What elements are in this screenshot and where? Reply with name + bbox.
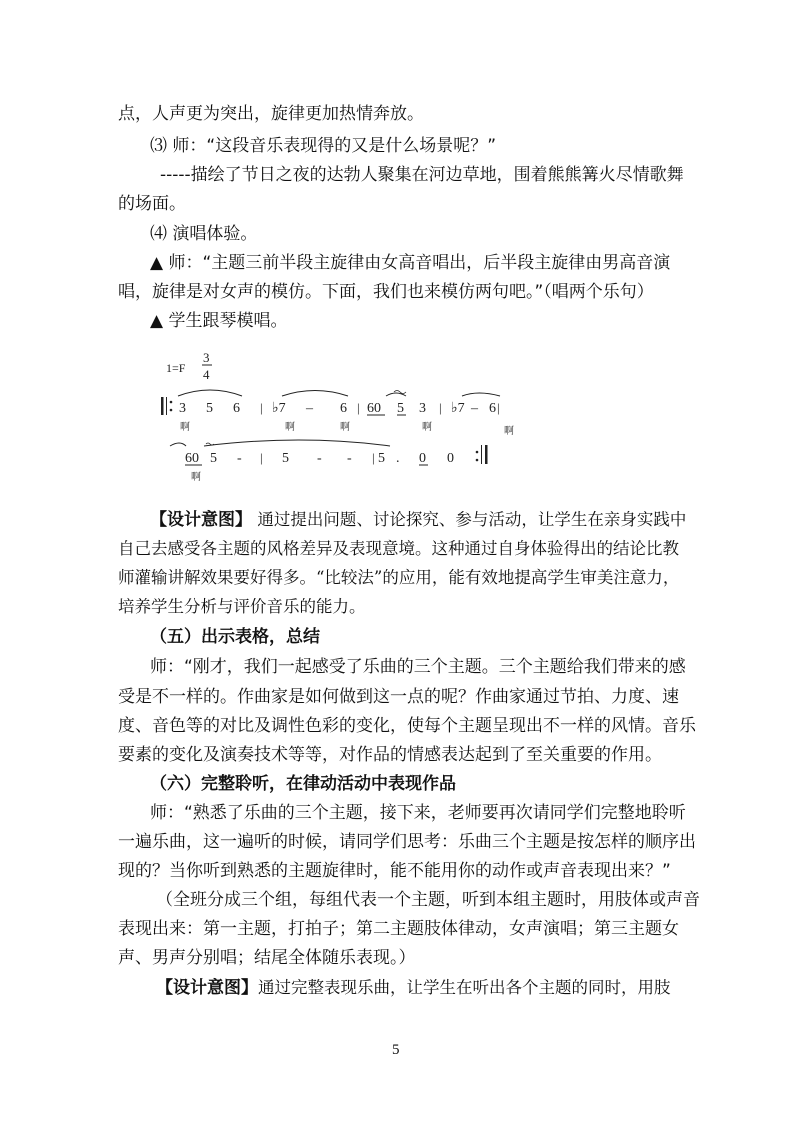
text-line: 表现出来：第一主题，打拍子；第二主题肢体律动，女声演唱；第三主题女	[118, 919, 679, 939]
text-line: ⑷ 演唱体验。	[150, 224, 258, 244]
score-note: 6	[489, 401, 496, 416]
text-line: 唱，旋律是对女声的模仿。下面，我们也来模仿两句吧。”（唱两个乐句）	[118, 282, 654, 302]
score-barline: |	[260, 450, 263, 465]
design-intent-label: 【设计意图】	[150, 510, 252, 530]
score-note: .	[396, 451, 400, 466]
score-note: 5	[282, 451, 289, 466]
score-note: 5	[206, 401, 213, 416]
section-heading-6: （六）完整聆听，在律动活动中表现作品	[150, 774, 456, 794]
score-note: -	[347, 451, 352, 466]
score-lyric: 啊	[191, 472, 201, 483]
score-lyric: 啊	[504, 426, 514, 437]
text-line: 受是不一样的。作曲家是如何做到这一点的呢？作曲家通过节拍、力度、速	[118, 687, 679, 707]
text-line: 点，人声更为突出，旋律更加热情奔放。	[118, 104, 424, 124]
text-line: -----描绘了节日之夜的达勃人聚集在河边草地，围着熊熊篝火尽情歌舞	[160, 165, 684, 185]
text-line: 度、音色等的对比及调性色彩的变化，使每个主题呈现出不一样的风情。音乐	[118, 716, 696, 736]
score-time-bottom: 4	[203, 367, 210, 382]
score-note: 5	[397, 401, 404, 416]
design-intent-text: 培养学生分析与评价音乐的能力。	[118, 597, 366, 616]
score-barline: |	[439, 400, 442, 415]
text-line: 一遍乐曲，这一遍听的时候，请同学们思考：乐曲三个主题是按怎样的顺序出	[118, 832, 696, 852]
score-note: -	[237, 451, 242, 466]
design-intent-text: 师灌输讲解效果要好得多。“比较法”的应用，能有效地提高学生审美注意力，	[118, 568, 680, 587]
score-barline: |	[260, 400, 263, 415]
score-note: -	[317, 451, 322, 466]
text-line: 师：“熟悉了乐曲的三个主题，接下来，老师要再次请同学们完整地聆听	[150, 803, 686, 823]
score-barline: |	[497, 400, 500, 415]
section-heading-5: （五）出示表格，总结	[150, 627, 320, 647]
score-note: 5	[378, 451, 385, 466]
page-number: 5	[392, 1042, 400, 1058]
score-row-2	[170, 440, 488, 483]
score-note: 3	[419, 401, 426, 416]
design-intent-label: 【设计意图】	[156, 978, 258, 998]
text-line: 声、男声分别唱；结尾全体随乐表现。）	[118, 948, 416, 968]
score-note: 60	[185, 451, 199, 466]
score-note: 0	[447, 451, 454, 466]
design-intent-2-line	[156, 978, 671, 998]
design-intent-text: 通过完整表现乐曲，让学生在听出各个主题的同时，用肢	[258, 978, 671, 997]
text-line: ⑶ 师：“这段音乐表现得的又是什么场景呢？”	[150, 136, 497, 156]
jianpu-score	[160, 350, 514, 492]
score-lyric: 啊	[285, 422, 295, 433]
design-intent-text: 通过提出问题、讨论探究、参与活动，让学生在亲身实践中	[257, 510, 687, 529]
score-note: 3	[179, 401, 186, 416]
score-lyric: 啊	[340, 422, 350, 433]
score-lyric: 啊	[422, 422, 432, 433]
score-lyric: 啊	[180, 422, 190, 433]
text-line: 师：“刚才，我们一起感受了乐曲的三个主题。三个主题给我们带来的感	[150, 657, 686, 677]
text-line: ▲ 师：“主题三前半段主旋律由女高音唱出，后半段主旋律由男高音演	[150, 253, 671, 273]
score-note: 5	[210, 451, 217, 466]
text-line: 要素的变化及演奏技术等等，对作品的情感表达起到了至关重要的作用。	[118, 745, 662, 765]
score-note: –	[471, 401, 478, 416]
score-note: 60	[367, 401, 381, 416]
score-note: 0	[419, 451, 426, 466]
score-note: 6	[340, 401, 347, 416]
score-note: ♭7	[272, 401, 286, 416]
score-note: 6	[233, 401, 240, 416]
text-line: 的场面。	[118, 194, 186, 214]
text-line: （全班分成三个组，每组代表一个主题，听到本组主题时，用肢体或声音	[156, 890, 700, 910]
score-barline: |	[372, 450, 375, 465]
text-line: 现的？当你听到熟悉的主题旋律时，能不能用你的动作或声音表现出来？”	[118, 861, 671, 881]
text-line: ▲ 学生跟琴模唱。	[150, 311, 288, 331]
score-note: ♭7	[451, 401, 465, 416]
design-intent-1-line	[150, 510, 686, 530]
score-row-1	[161, 390, 514, 437]
score-barline: |	[357, 400, 360, 415]
score-key: 1=F	[166, 361, 186, 375]
score-note: –	[306, 401, 313, 416]
score-time-top: 3	[203, 350, 210, 365]
design-intent-text: 自己去感受各主题的风格差异及表现意境。这种通过自身体验得出的结论比教	[118, 539, 679, 558]
